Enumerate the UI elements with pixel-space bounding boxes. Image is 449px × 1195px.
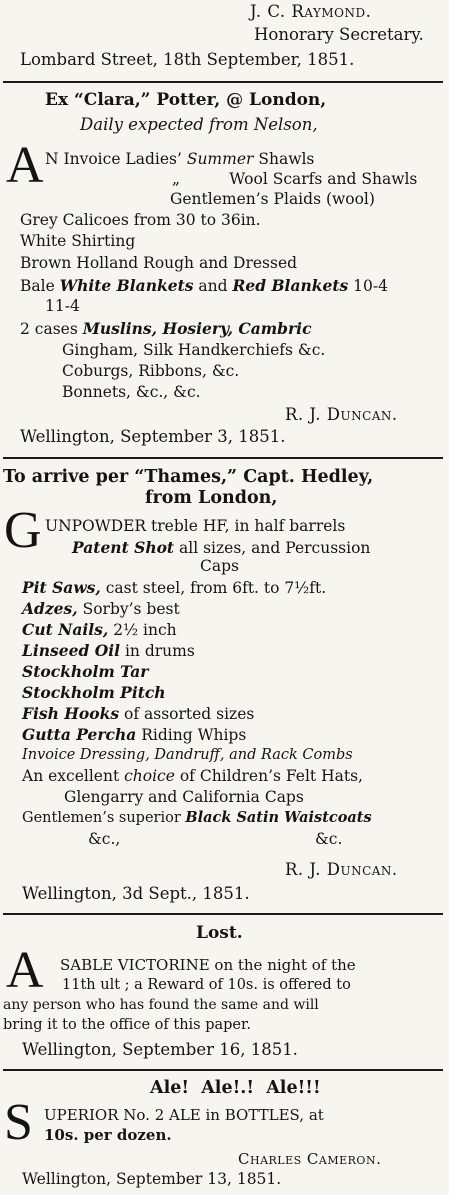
thames-line-12: Invoice Dressing, Dandruff, and Rack Combs	[22, 747, 353, 763]
text-span: 2 cases	[20, 320, 83, 338]
thames-line-13	[22, 769, 363, 785]
clara-line-9	[20, 321, 312, 338]
lost-dateline: Wellington, September 16, 1851.	[22, 1040, 298, 1059]
ale-line-2: 10s. per dozen.	[44, 1126, 172, 1144]
secretary-name: J. C. Raymond.	[250, 2, 372, 21]
thames-heading-2: from London,	[145, 488, 278, 508]
clara-line-3: Gentlemen’s Plaids (wool)	[170, 190, 375, 208]
secretary-title: Honorary Secretary.	[254, 25, 424, 44]
thames-line-16b: &c.	[315, 830, 343, 848]
divider-rule	[3, 457, 443, 459]
ale-dateline: Wellington, September 13, 1851.	[22, 1170, 282, 1188]
text-span: Summer	[186, 150, 254, 168]
clara-line-2: „ Wool Scarfs and Shawls	[172, 170, 418, 188]
clara-heading: Ex “Clara,” Potter, @ London,	[45, 90, 327, 110]
thames-line-15	[22, 811, 372, 826]
text-span: An excellent	[22, 767, 125, 785]
thames-line-1	[45, 519, 345, 535]
ale-drop-cap: S	[4, 1094, 33, 1151]
lost-line-1: SABLE VICTORINE on the night of the	[60, 956, 356, 974]
thames-line-6	[22, 622, 177, 639]
notice1-dateline: Lombard Street, 18th September, 1851.	[20, 50, 355, 69]
text-span: White Blankets	[59, 276, 194, 295]
text-span: UNPOWDER	[45, 517, 147, 535]
text-span: Gentlemen’s superior	[22, 810, 186, 826]
clara-signature: R. J. Duncan.	[285, 405, 398, 424]
text-span: Bale	[20, 277, 60, 295]
text-span: Shawls	[253, 150, 315, 168]
lost-heading: Lost.	[196, 923, 243, 943]
thames-line-11	[22, 727, 246, 744]
text-span: and	[193, 277, 233, 295]
text-span: choice	[124, 767, 175, 785]
clara-line-1	[45, 152, 314, 168]
text-span: of assorted sizes	[119, 705, 255, 723]
thames-dateline: Wellington, 3d Sept., 1851.	[22, 884, 250, 903]
text-span: in drums	[120, 642, 195, 660]
text-span: Linseed Oil	[22, 641, 121, 660]
text-span: N Invoice Ladies’	[45, 150, 187, 168]
ale-signature: Charles Cameron.	[238, 1150, 382, 1168]
thames-signature: R. J. Duncan.	[285, 860, 398, 879]
clara-line-6: Brown Holland Rough and Dressed	[20, 254, 298, 272]
thames-line-3: Caps	[200, 557, 239, 575]
clara-line-4: Grey Calicoes from 30 to 36in.	[20, 211, 261, 229]
thames-heading-1: To arrive per “Thames,” Capt. Hedley,	[3, 467, 374, 487]
thames-drop-cap: G	[4, 502, 42, 559]
divider-rule	[3, 1069, 443, 1071]
thames-line-2	[72, 540, 370, 557]
divider-rule	[3, 81, 443, 83]
text-span: Patent Shot	[72, 538, 175, 557]
thames-line-8: Stockholm Tar	[22, 662, 149, 681]
clara-line-8: 11-4	[45, 297, 80, 315]
text-span: Adzes,	[22, 599, 78, 618]
text-span: Gutta Percha	[22, 725, 137, 744]
clara-dateline: Wellington, September 3, 1851.	[20, 427, 286, 446]
thames-line-4	[22, 580, 326, 597]
lost-drop-cap: A	[6, 942, 44, 999]
clara-line-7	[20, 278, 388, 295]
clara-line-12: Bonnets, &c., &c.	[62, 383, 201, 401]
text-span: Red Blankets	[232, 276, 349, 295]
text-span: of Children’s Felt Hats,	[174, 767, 363, 785]
clara-drop-cap: A	[6, 137, 44, 194]
text-span: Muslins, Hosiery, Cambric	[82, 319, 312, 338]
clara-line-10: Gingham, Silk Handkerchiefs &c.	[62, 341, 326, 359]
text-span: cast steel, from 6ft. to 7½ft.	[100, 579, 327, 597]
thames-line-14: Glengarry and California Caps	[64, 788, 304, 806]
lost-line-3: any person who has found the same and will	[3, 997, 319, 1013]
clara-line-5: White Shirting	[20, 232, 136, 250]
thames-line-10	[22, 706, 254, 723]
text-span: Sorby’s best	[77, 600, 180, 618]
text-span: 2½ inch	[108, 621, 177, 639]
lost-line-4: bring it to the office of this paper.	[3, 1017, 251, 1033]
text-span: Cut Nails,	[22, 620, 109, 639]
clara-line-11: Coburgs, Ribbons, &c.	[62, 362, 240, 380]
ale-line-1: UPERIOR No. 2 ALE in BOTTLES, at	[44, 1106, 324, 1124]
text-span: Riding Whips	[136, 726, 247, 744]
clara-subheading: Daily expected from Nelson,	[80, 115, 318, 134]
thames-line-9: Stockholm Pitch	[22, 683, 166, 702]
ale-heading: Ale! Ale!.! Ale!!!	[150, 1078, 321, 1098]
text-span: Fish Hooks	[22, 704, 120, 723]
thames-line-7	[22, 643, 195, 660]
text-span: Black Satin Waistcoats	[185, 809, 372, 826]
thames-line-5	[22, 601, 180, 618]
divider-rule	[3, 913, 443, 915]
thames-line-16a: &c.,	[88, 830, 121, 848]
text-span: treble HF, in half barrels	[146, 517, 346, 535]
text-span: Pit Saws,	[22, 578, 101, 597]
text-span: 10-4	[348, 277, 388, 295]
lost-line-2: 11th ult ; a Reward of 10s. is offered to	[62, 977, 351, 993]
text-span: all sizes, and Percussion	[174, 539, 371, 557]
